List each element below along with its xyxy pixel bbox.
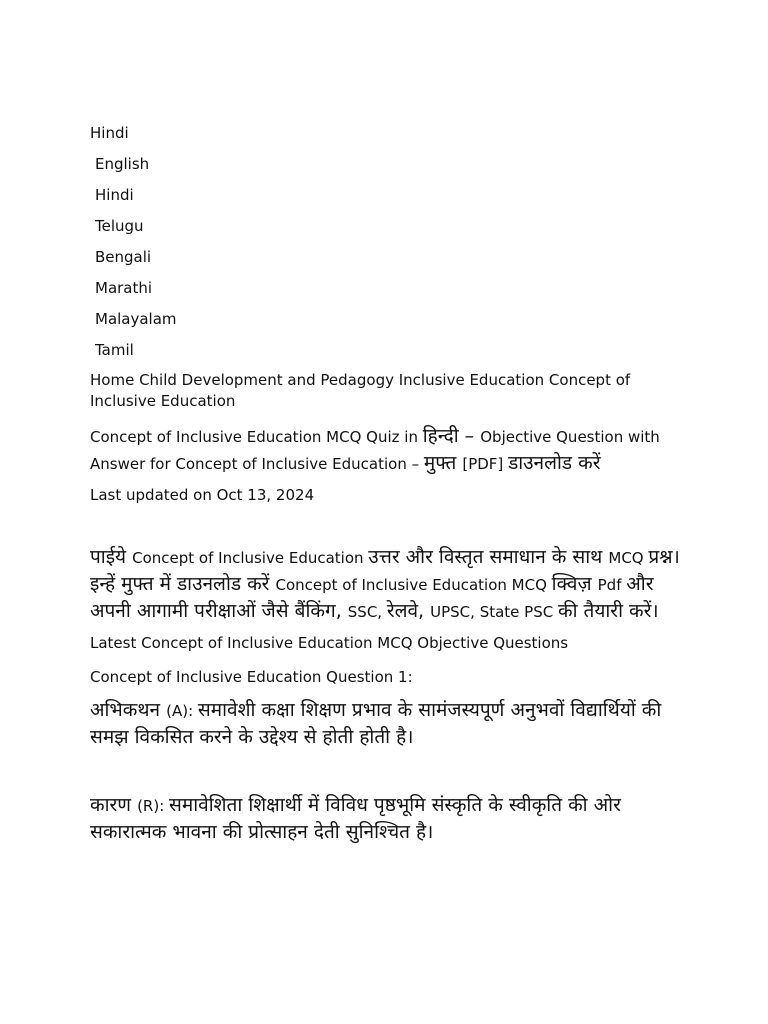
title-part-6: डाउनलोड करें (508, 452, 601, 474)
title-part-1: Concept of Inclusive Education MCQ Quiz in (90, 428, 423, 446)
title-part-3: Objective Question with Answer for Concept of Inclusive Education – (90, 428, 660, 473)
reason-prefix: कारण (90, 794, 138, 817)
intro-part-9: और अपनी आगामी परीक्षाओं जैसे बैंकिंग, (90, 573, 654, 622)
assertion-prefix: अभिकथन (90, 699, 167, 722)
title-part-4: मुफ्त (423, 452, 463, 474)
page-title (90, 423, 680, 477)
question-label: Concept of Inclusive Education Question 1: (90, 668, 413, 687)
breadcrumb-home-link[interactable]: Home (90, 371, 135, 389)
language-option-bengali[interactable]: Bengali (95, 248, 152, 266)
assertion-statement (90, 697, 680, 750)
article-page (90, 122, 680, 845)
assertion-text: समावेशी कक्षा शिक्षण प्रभाव के सामंजस्यपूर्ण अनुभवों विद्यार्थियों की समझ विकसित करने के उद्देश्य से होती होती है। (90, 699, 662, 749)
intro-part-12: UPSC, State PSC (430, 603, 558, 621)
intro-part-4: MCQ (608, 549, 649, 567)
language-option-malayalam[interactable]: Malayalam (95, 310, 177, 328)
intro-paragraph (90, 544, 680, 625)
title-part-5: [PDF] (462, 455, 509, 473)
breadcrumb (90, 370, 680, 412)
last-updated-text: Last updated on Oct 13, 2024 (90, 486, 315, 504)
language-option-telugu[interactable]: Telugu (95, 217, 144, 235)
intro-part-2: Concept of Inclusive Education (132, 549, 369, 567)
intro-part-5: प्रश्न। इन्हें मुफ्त में डाउनलोड करें (90, 546, 680, 595)
intro-part-6: Concept of Inclusive Education MCQ (275, 576, 552, 594)
language-option-marathi[interactable]: Marathi (95, 279, 153, 297)
intro-part-7: क्विज़ (551, 573, 598, 595)
assertion-label: (A): (166, 702, 198, 721)
intro-part-8: Pdf (597, 576, 627, 594)
intro-part-13: की तैयारी करें। (557, 600, 659, 622)
breadcrumb-child-development-link[interactable]: Child Development and Pedagogy (139, 371, 394, 389)
intro-part-10: SSC, (347, 603, 387, 621)
intro-part-1: पाईये (90, 546, 133, 568)
intro-part-3: उत्तर और विस्तृत समाधान के साथ (368, 546, 609, 568)
reason-text: समावेशिता शिक्षार्थी में विविध पृष्ठभूमि संस्कृति के स्वीकृति की ओर सकारात्मक भावना की प्रोत्साहन देती सुनिश्चित है। (90, 794, 621, 844)
reason-statement (90, 792, 680, 845)
language-option-hindi[interactable]: Hindi (95, 186, 134, 204)
language-options-list (90, 153, 680, 361)
reason-label: (R): (137, 797, 170, 816)
breadcrumb-current-page: Concept of Inclusive Education (90, 371, 631, 410)
section-heading: Latest Concept of Inclusive Education MCQ Objective Questions (90, 634, 569, 652)
intro-part-11: रेलवे, (386, 600, 431, 622)
language-option-english[interactable]: English (95, 155, 150, 173)
language-option-tamil[interactable]: Tamil (95, 341, 134, 359)
title-part-2: हिन्दी – (422, 425, 481, 447)
breadcrumb-inclusive-education-link[interactable]: Inclusive Education (398, 371, 545, 389)
language-selector-current[interactable]: Hindi (90, 124, 129, 142)
